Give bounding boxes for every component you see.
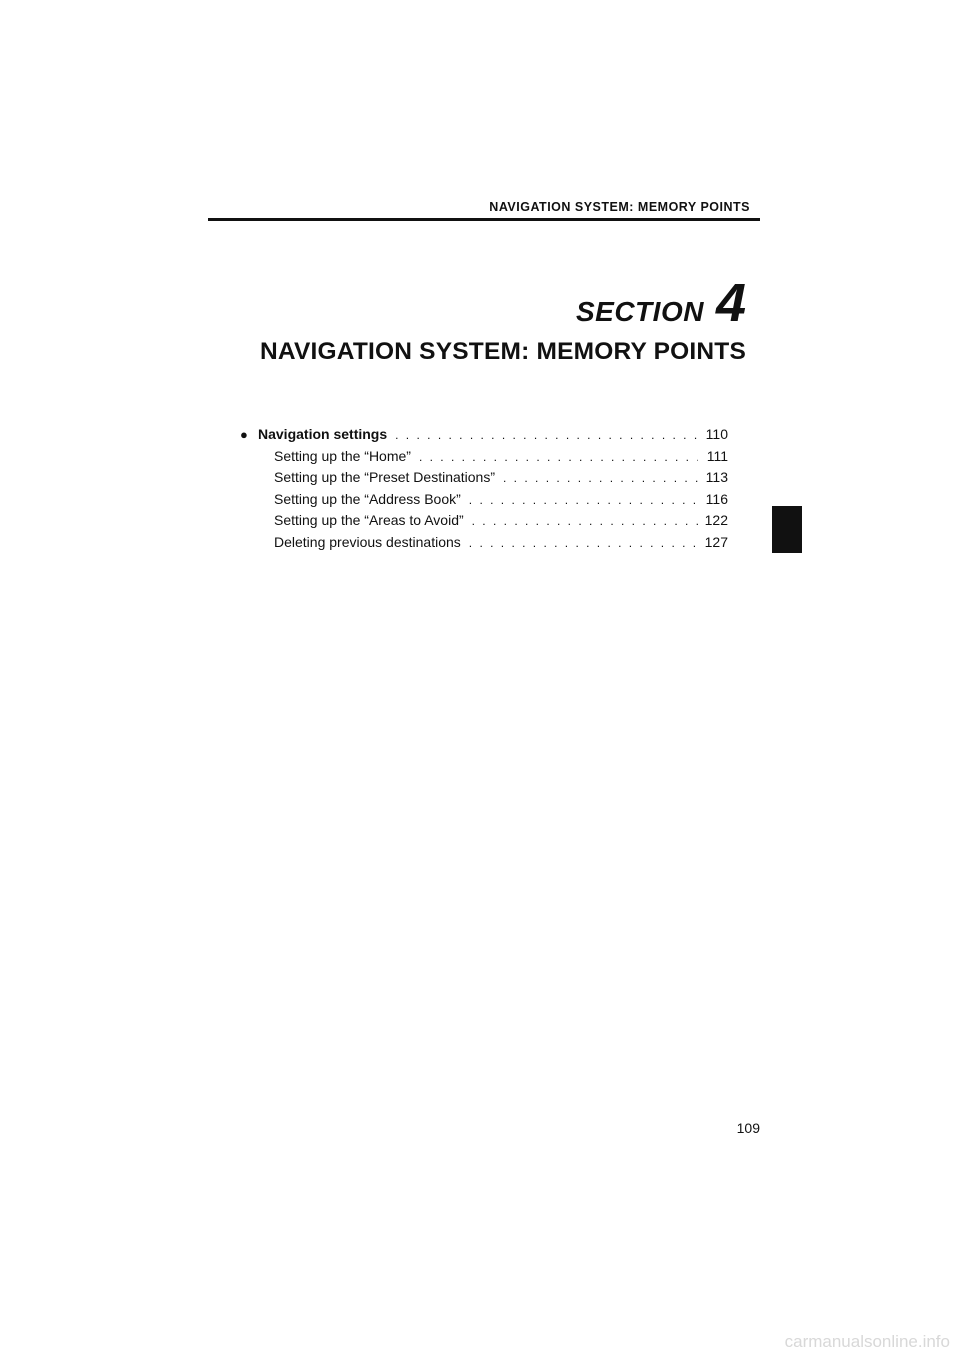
toc-dot-leader (419, 450, 698, 464)
toc-entry-label: Deleting previous destinations (274, 533, 461, 550)
toc-entry-page: 113 (705, 469, 728, 485)
toc-dot-leader (395, 428, 698, 442)
toc-entry-page: 127 (704, 533, 728, 550)
bullet-icon: ● (240, 427, 248, 442)
toc-entry[interactable] (240, 491, 728, 513)
toc-dot-leader (503, 471, 698, 485)
toc-entry-label: Setting up the “Areas to Avoid” (274, 512, 464, 528)
toc-entry-page: 116 (705, 490, 728, 507)
page-number: 109 (736, 1120, 760, 1136)
watermark: carmanualsonline.info (784, 1332, 950, 1351)
toc-entry-label: Setting up the “Address Book” (274, 490, 461, 507)
running-header: NAVIGATION SYSTEM: MEMORY POINTS (489, 200, 750, 214)
toc-entry-page: 111 (706, 447, 728, 464)
toc-entry-label: Navigation settings (258, 426, 388, 442)
toc-dot-leader (469, 493, 698, 507)
toc-entry[interactable] (240, 512, 728, 534)
table-of-contents (240, 426, 728, 555)
toc-entry[interactable] (240, 448, 728, 470)
toc-main-entry[interactable] (240, 426, 728, 448)
section-heading (576, 272, 746, 334)
toc-entry[interactable] (240, 534, 728, 556)
toc-entry-page: 110 (705, 426, 728, 442)
toc-dot-leader (472, 514, 698, 528)
toc-entry-page: 122 (704, 512, 728, 528)
toc-dot-leader (469, 536, 698, 550)
toc-entry-label: Setting up the “Home” (274, 447, 411, 464)
toc-entry[interactable] (240, 469, 728, 491)
section-label: SECTION (575, 296, 704, 327)
toc-entry-label: Setting up the “Preset Destinations” (274, 469, 496, 485)
section-number: 4 (715, 273, 746, 333)
section-title: NAVIGATION SYSTEM: MEMORY POINTS (260, 338, 746, 365)
header-rule (208, 218, 760, 221)
section-thumb-tab (772, 506, 802, 553)
